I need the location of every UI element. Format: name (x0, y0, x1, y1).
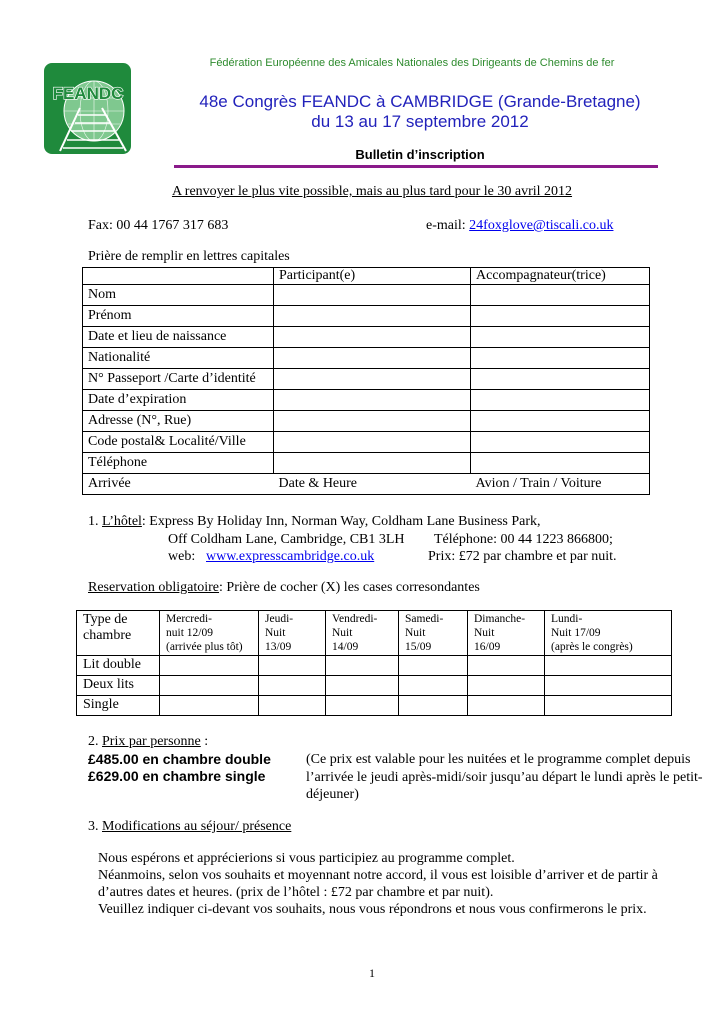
congress-title: 48e Congrès FEANDC à CAMBRIDGE (Grande-Bretagne) (199, 92, 641, 111)
day-header: Mercredi- nuit 12/09 (arrivée plus tôt) (160, 611, 259, 656)
row-label: Code postal& Localité/Ville (83, 432, 274, 453)
participant-field[interactable] (274, 327, 471, 348)
checkbox-cell[interactable] (326, 656, 399, 676)
hotel-web-label: web: (168, 549, 196, 564)
companion-field[interactable] (471, 285, 650, 306)
checkbox-cell[interactable] (259, 676, 326, 696)
room-type-label: Deux lits (77, 676, 160, 696)
paragraph: Nous espérons et apprécierions si vous participiez au programme complet. (98, 851, 515, 866)
companion-field[interactable] (471, 453, 650, 474)
arrival-datetime[interactable]: Date & Heure (274, 474, 471, 495)
room-type-label: Single (77, 696, 160, 716)
table-row (77, 656, 672, 676)
header-participant: Participant(e) (274, 268, 471, 285)
row-label: Date d’expiration (83, 390, 274, 411)
table-row (77, 676, 672, 696)
row-label: Adresse (N°, Rue) (83, 411, 274, 432)
table-row (83, 285, 650, 306)
checkbox-cell[interactable] (468, 676, 545, 696)
checkbox-cell[interactable] (545, 696, 672, 716)
reservation-instruction: Reservation obligatoire: Prière de cocher (X) les cases corresondantes (88, 580, 480, 595)
hotel-address: Off Coldham Lane, Cambridge, CB1 3LH (168, 532, 405, 547)
checkbox-cell[interactable] (326, 676, 399, 696)
hotel-label: L’hôtel (102, 514, 142, 529)
checkbox-cell[interactable] (259, 656, 326, 676)
feandc-logo (44, 63, 131, 154)
participant-field[interactable] (274, 432, 471, 453)
participant-field[interactable] (274, 348, 471, 369)
companion-field[interactable] (471, 348, 650, 369)
table-row (83, 369, 650, 390)
table-row (83, 327, 650, 348)
day-header: Lundi- Nuit 17/09 (après le congrès) (545, 611, 672, 656)
price-note: (Ce prix est valable pour les nuitées et le programme complet depuis l’arrivée le jeudi après-midi/soir jusqu’au départ le lundi après le petit-déjeuner) (306, 752, 703, 802)
companion-field[interactable] (471, 411, 650, 432)
room-type-label: Lit double (77, 656, 160, 676)
room-booking-table (76, 610, 672, 716)
checkbox-cell[interactable] (259, 696, 326, 716)
header-divider (174, 165, 658, 168)
companion-field[interactable] (471, 432, 650, 453)
checkbox-cell[interactable] (399, 676, 468, 696)
checkbox-cell[interactable] (326, 696, 399, 716)
price-single: £629.00 en chambre single (88, 768, 266, 784)
companion-field[interactable] (471, 327, 650, 348)
companion-field[interactable] (471, 306, 650, 327)
email-link[interactable]: 24foxglove@tiscali.co.uk (469, 218, 614, 233)
table-row (83, 390, 650, 411)
day-header: Dimanche- Nuit 16/09 (468, 611, 545, 656)
table-row (83, 432, 650, 453)
row-label: N° Passeport /Carte d’identité (83, 369, 274, 390)
checkbox-cell[interactable] (468, 696, 545, 716)
email-contact: e-mail: 24foxglove@tiscali.co.uk (426, 218, 614, 233)
row-label: Nom (83, 285, 274, 306)
room-type-header: Type de chambre (77, 611, 160, 656)
participant-field[interactable] (274, 306, 471, 327)
participant-field[interactable] (274, 453, 471, 474)
fax-number: Fax: 00 44 1767 317 683 (88, 218, 229, 233)
deadline-notice: A renvoyer le plus vite possible, mais au plus tard pour le 30 avril 2012 (171, 184, 573, 199)
table-row (83, 348, 650, 369)
companion-field[interactable] (471, 369, 650, 390)
checkbox-cell[interactable] (399, 656, 468, 676)
hotel-web-link[interactable]: www.expresscambridge.co.uk (206, 549, 375, 564)
checkbox-cell[interactable] (160, 696, 259, 716)
form-subtitle: Bulletin d’inscription (355, 147, 485, 162)
participant-field[interactable] (274, 285, 471, 306)
companion-field[interactable] (471, 390, 650, 411)
row-label: Nationalité (83, 348, 274, 369)
table-header-row (83, 268, 650, 285)
congress-dates: du 13 au 17 septembre 2012 (311, 112, 529, 131)
day-header: Jeudi- Nuit 13/09 (259, 611, 326, 656)
price-double: £485.00 en chambre double (88, 751, 271, 767)
page-number: 1 (369, 966, 375, 980)
header-companion: Accompagnateur(trice) (471, 268, 650, 285)
arrival-row (83, 474, 650, 495)
participant-field[interactable] (274, 390, 471, 411)
table-row (77, 696, 672, 716)
row-label: Date et lieu de naissance (83, 327, 274, 348)
participant-table (82, 267, 650, 495)
checkbox-cell[interactable] (545, 656, 672, 676)
instruction-text: Prière de remplir en lettres capitales (88, 249, 290, 264)
modifications-heading: 3. Modifications au séjour/ présence (88, 819, 292, 834)
modifications-text (98, 850, 658, 918)
paragraph: Néanmoins, selon vos souhaits et moyennant notre accord, il vous est loisible d’arriver et de partir à d’autres dates et heures. (prix de l’hôtel : £72 par chambre et par nuit). (98, 868, 658, 900)
table-row (83, 306, 650, 327)
day-header: Samedi- Nuit 15/09 (399, 611, 468, 656)
checkbox-cell[interactable] (160, 656, 259, 676)
day-header: Vendredi- Nuit 14/09 (326, 611, 399, 656)
checkbox-cell[interactable] (545, 676, 672, 696)
federation-name: Fédération Européenne des Amicales Nationales des Dirigeants de Chemins de fer (209, 57, 615, 69)
header-cell-empty (83, 268, 274, 285)
table-row (83, 411, 650, 432)
hotel-line: 1. L’hôtel: Express By Holiday Inn, Norman Way, Coldham Lane Business Park, (88, 514, 541, 529)
hotel-phone: Téléphone: 00 44 1223 866800; (434, 532, 613, 547)
row-label: Téléphone (83, 453, 274, 474)
hotel-price: Prix: £72 par chambre et par nuit. (428, 549, 617, 564)
checkbox-cell[interactable] (468, 656, 545, 676)
row-label: Prénom (83, 306, 274, 327)
checkbox-cell[interactable] (160, 676, 259, 696)
svg-text:FEANDC: FEANDC (52, 84, 124, 103)
table-row (83, 453, 650, 474)
price-heading: 2. Prix par personne : (88, 734, 209, 749)
arrival-mode[interactable]: Avion / Train / Voiture (471, 474, 650, 495)
room-table-header (77, 611, 672, 656)
participant-field[interactable] (274, 411, 471, 432)
arrival-label: Arrivée (83, 474, 274, 495)
checkbox-cell[interactable] (399, 696, 468, 716)
participant-field[interactable] (274, 369, 471, 390)
paragraph: Veuillez indiquer ci-devant vos souhaits, nous vous répondrons et nous vous confirmerons le prix. (98, 902, 647, 917)
